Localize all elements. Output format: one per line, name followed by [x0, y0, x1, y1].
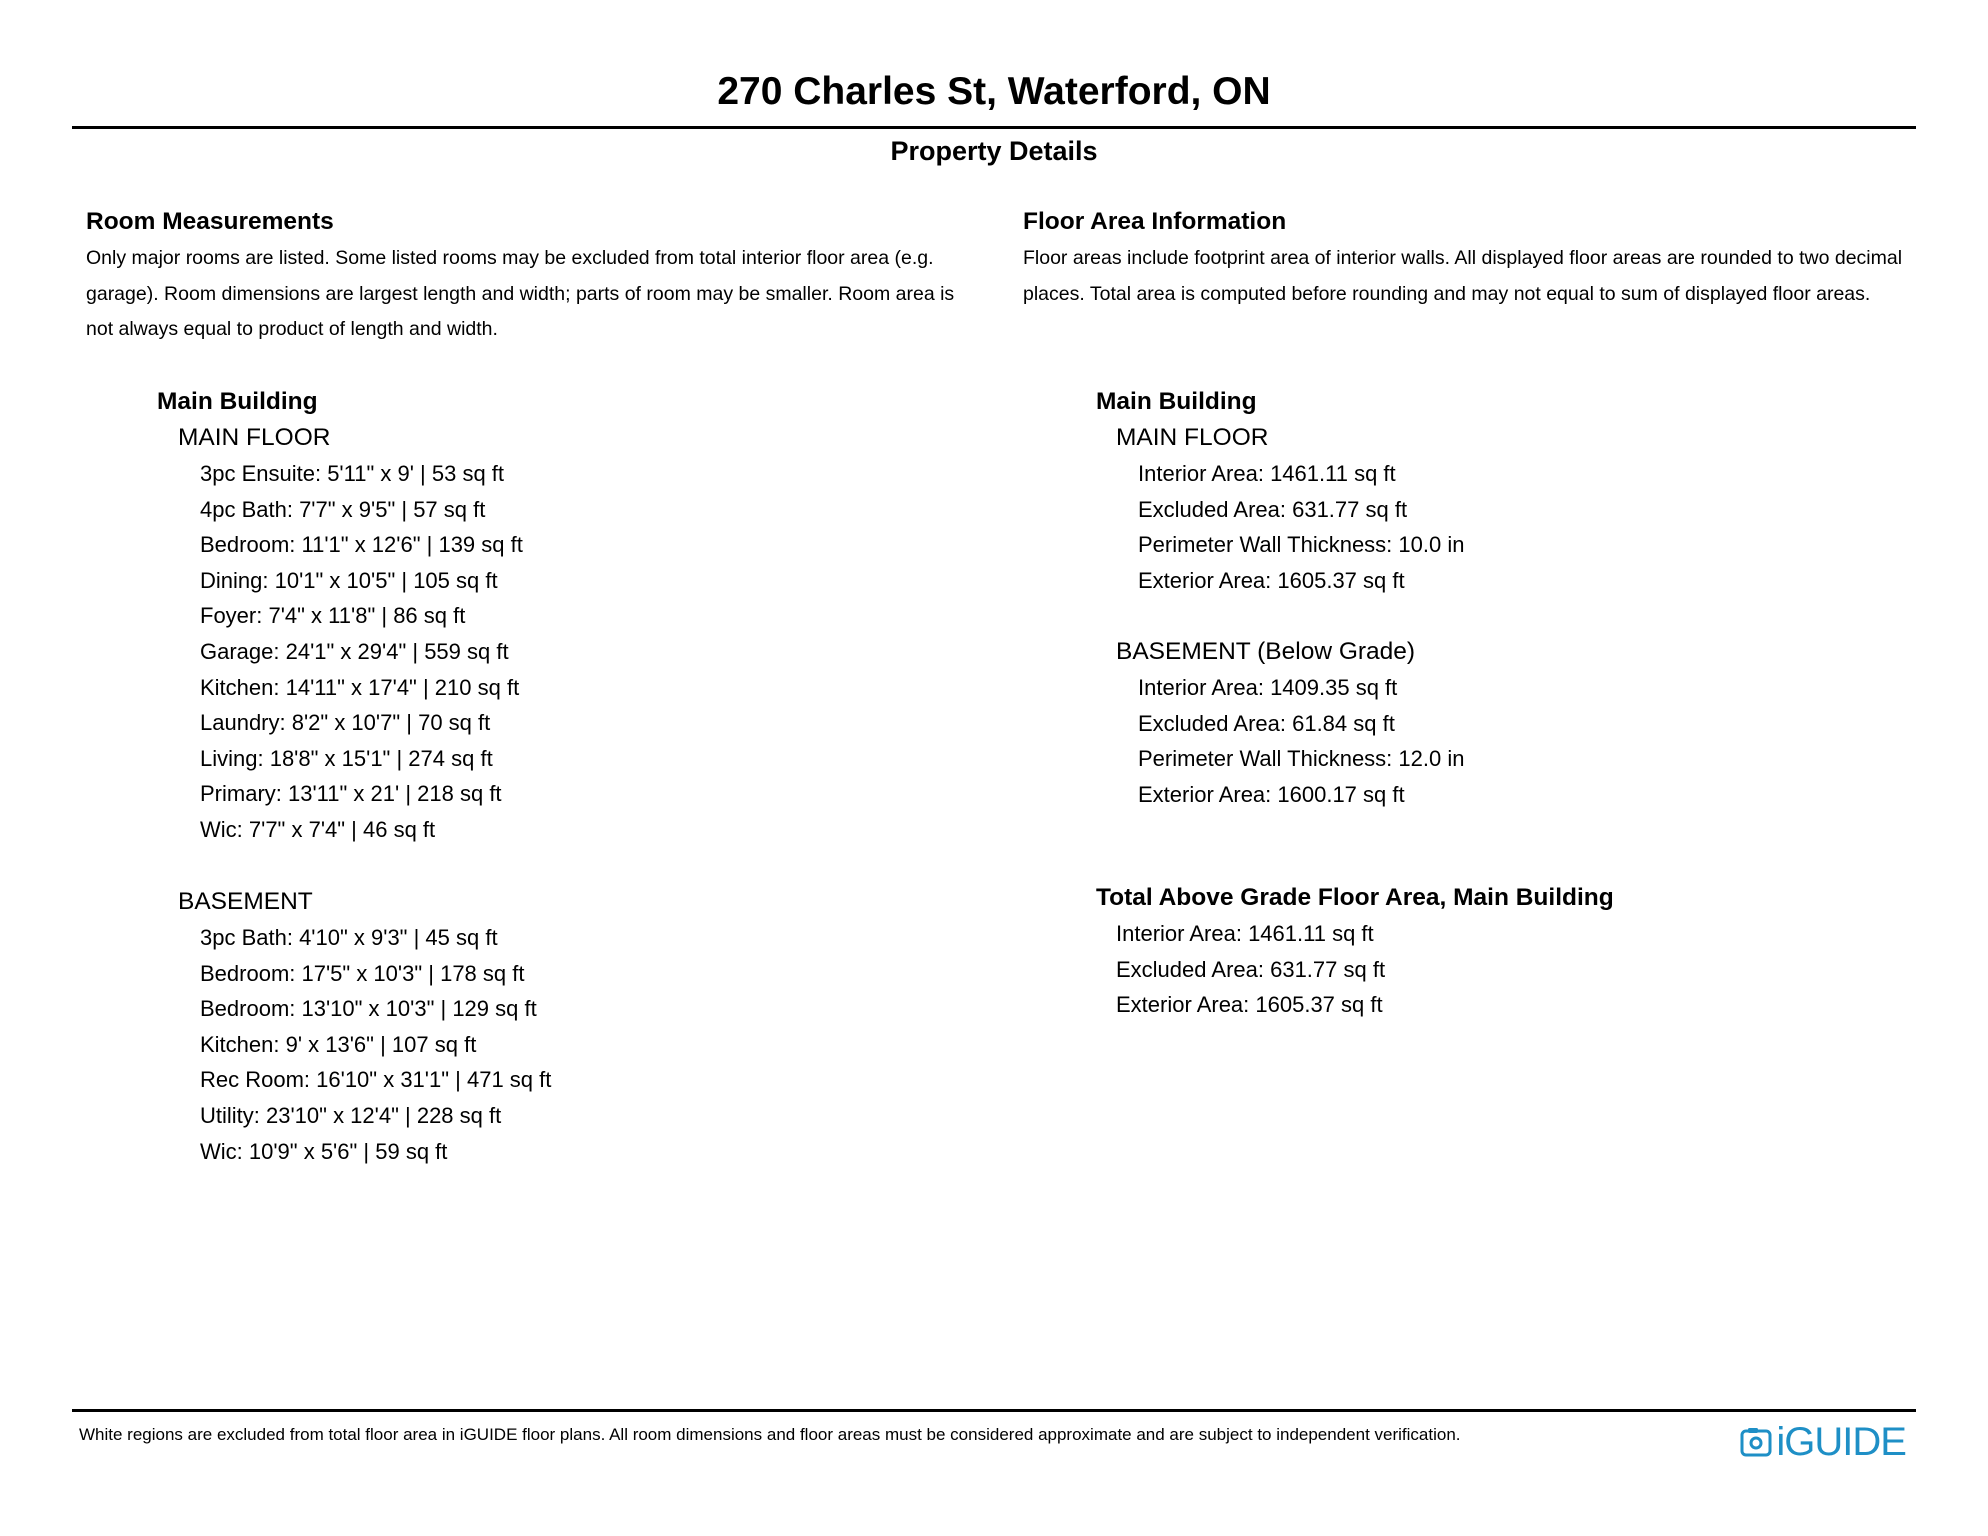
floor-area-intro: Floor areas include footprint area of interior walls. All displayed floor areas are rounded to two decimal places. Total area is computed before rounding and may not equal to sum of displayed floor areas.	[1023, 247, 1903, 305]
total-area-list	[1116, 916, 1385, 1023]
room-measurement-item: Kitchen: 9' x 13'6" | 107 sq ft	[200, 1031, 477, 1057]
floor-area-item: Interior Area: 1461.11 sq ft	[1138, 461, 1396, 486]
floor-area-item: Interior Area: 1461.11 sq ft	[1116, 921, 1374, 946]
room-measurement-item: 3pc Bath: 4'10" x 9'3" | 45 sq ft	[200, 925, 498, 950]
room-measurement-item: Dining: 10'1" x 10'5" | 105 sq ft	[200, 567, 498, 593]
floor-area-heading: Floor Area Information	[1023, 208, 1287, 235]
left-building-heading: Main Building	[157, 388, 318, 415]
floor-area-section	[1023, 206, 1923, 312]
room-measurement-item: Kitchen: 14'11" x 17'4" | 210 sq ft	[200, 674, 520, 700]
iguide-logo-icon	[1740, 1426, 1772, 1458]
page-subtitle: Property Details	[890, 136, 1098, 166]
floor-area-item: Exterior Area: 1600.17 sq ft	[1138, 781, 1405, 807]
page-title: 270 Charles St, Waterford, ON	[717, 70, 1271, 113]
floor-area-item: Interior Area: 1409.35 sq ft	[1138, 675, 1398, 700]
room-measurement-item: Foyer: 7'4" x 11'8" | 86 sq ft	[200, 603, 466, 629]
floor-area-item: Excluded Area: 631.77 sq ft	[1116, 956, 1386, 982]
room-measurement-item: Wic: 7'7" x 7'4" | 46 sq ft	[200, 816, 436, 842]
floor-area-item: Excluded Area: 61.84 sq ft	[1138, 710, 1395, 736]
right-basement-label: BASEMENT (Below Grade)	[1116, 638, 1416, 665]
room-measurements-heading: Room Measurements	[86, 208, 334, 235]
iguide-logo	[1740, 1420, 1906, 1464]
left-basement-label: BASEMENT	[178, 888, 313, 915]
iguide-logo-text: iGUIDE	[1776, 1420, 1906, 1464]
room-measurement-item: Living: 18'8" x 15'1" | 274 sq ft	[200, 745, 493, 771]
total-area-heading: Total Above Grade Floor Area, Main Building	[1096, 884, 1614, 911]
main-floor-area-list	[1138, 456, 1464, 598]
right-main-floor-label: MAIN FLOOR	[1116, 424, 1269, 451]
floor-area-item: Perimeter Wall Thickness: 12.0 in	[1138, 746, 1465, 772]
room-measurement-item: Laundry: 8'2" x 10'7" | 70 sq ft	[200, 710, 491, 736]
room-measurements-intro: Only major rooms are listed. Some listed rooms may be excluded from total interior floor area (e.g. garage). Room dimensions are largest length and width; parts of room may be smaller. Room area is not always equal to product of length and width.	[86, 247, 955, 341]
room-measurement-item: Bedroom: 17'5" x 10'3" | 178 sq ft	[200, 960, 525, 986]
floor-area-item: Excluded Area: 631.77 sq ft	[1138, 496, 1408, 522]
footer-divider	[72, 1409, 1916, 1412]
room-measurement-item: Bedroom: 11'1" x 12'6" | 139 sq ft	[200, 532, 523, 558]
basement-room-list	[200, 920, 551, 1169]
room-measurement-item: Rec Room: 16'10" x 31'1" | 471 sq ft	[200, 1067, 552, 1093]
room-measurement-item: Utility: 23'10" x 12'4" | 228 sq ft	[200, 1102, 502, 1128]
room-measurement-item: 3pc Ensuite: 5'11" x 9' | 53 sq ft	[200, 461, 505, 486]
main-floor-room-list	[200, 456, 523, 848]
room-measurement-item: Primary: 13'11" x 21' | 218 sq ft	[200, 781, 502, 807]
room-measurement-item: Wic: 10'9" x 5'6" | 59 sq ft	[200, 1138, 448, 1164]
left-main-floor-label: MAIN FLOOR	[178, 424, 331, 451]
basement-area-list	[1138, 670, 1464, 812]
right-building-heading: Main Building	[1096, 388, 1257, 415]
header-divider	[72, 126, 1916, 129]
room-measurement-item: Bedroom: 13'10" x 10'3" | 129 sq ft	[200, 996, 537, 1022]
room-measurements-section	[86, 206, 986, 348]
room-measurement-item: 4pc Bath: 7'7" x 9'5" | 57 sq ft	[200, 496, 486, 522]
footer-disclaimer: White regions are excluded from total floor area in iGUIDE floor plans. All room dimensions and floor areas must be considered approximate and are subject to independent verification.	[79, 1425, 1461, 1444]
room-measurement-item: Garage: 24'1" x 29'4" | 559 sq ft	[200, 638, 509, 664]
floor-area-item: Perimeter Wall Thickness: 10.0 in	[1138, 532, 1465, 558]
floor-area-item: Exterior Area: 1605.37 sq ft	[1116, 992, 1383, 1018]
floor-area-item: Exterior Area: 1605.37 sq ft	[1138, 567, 1405, 593]
